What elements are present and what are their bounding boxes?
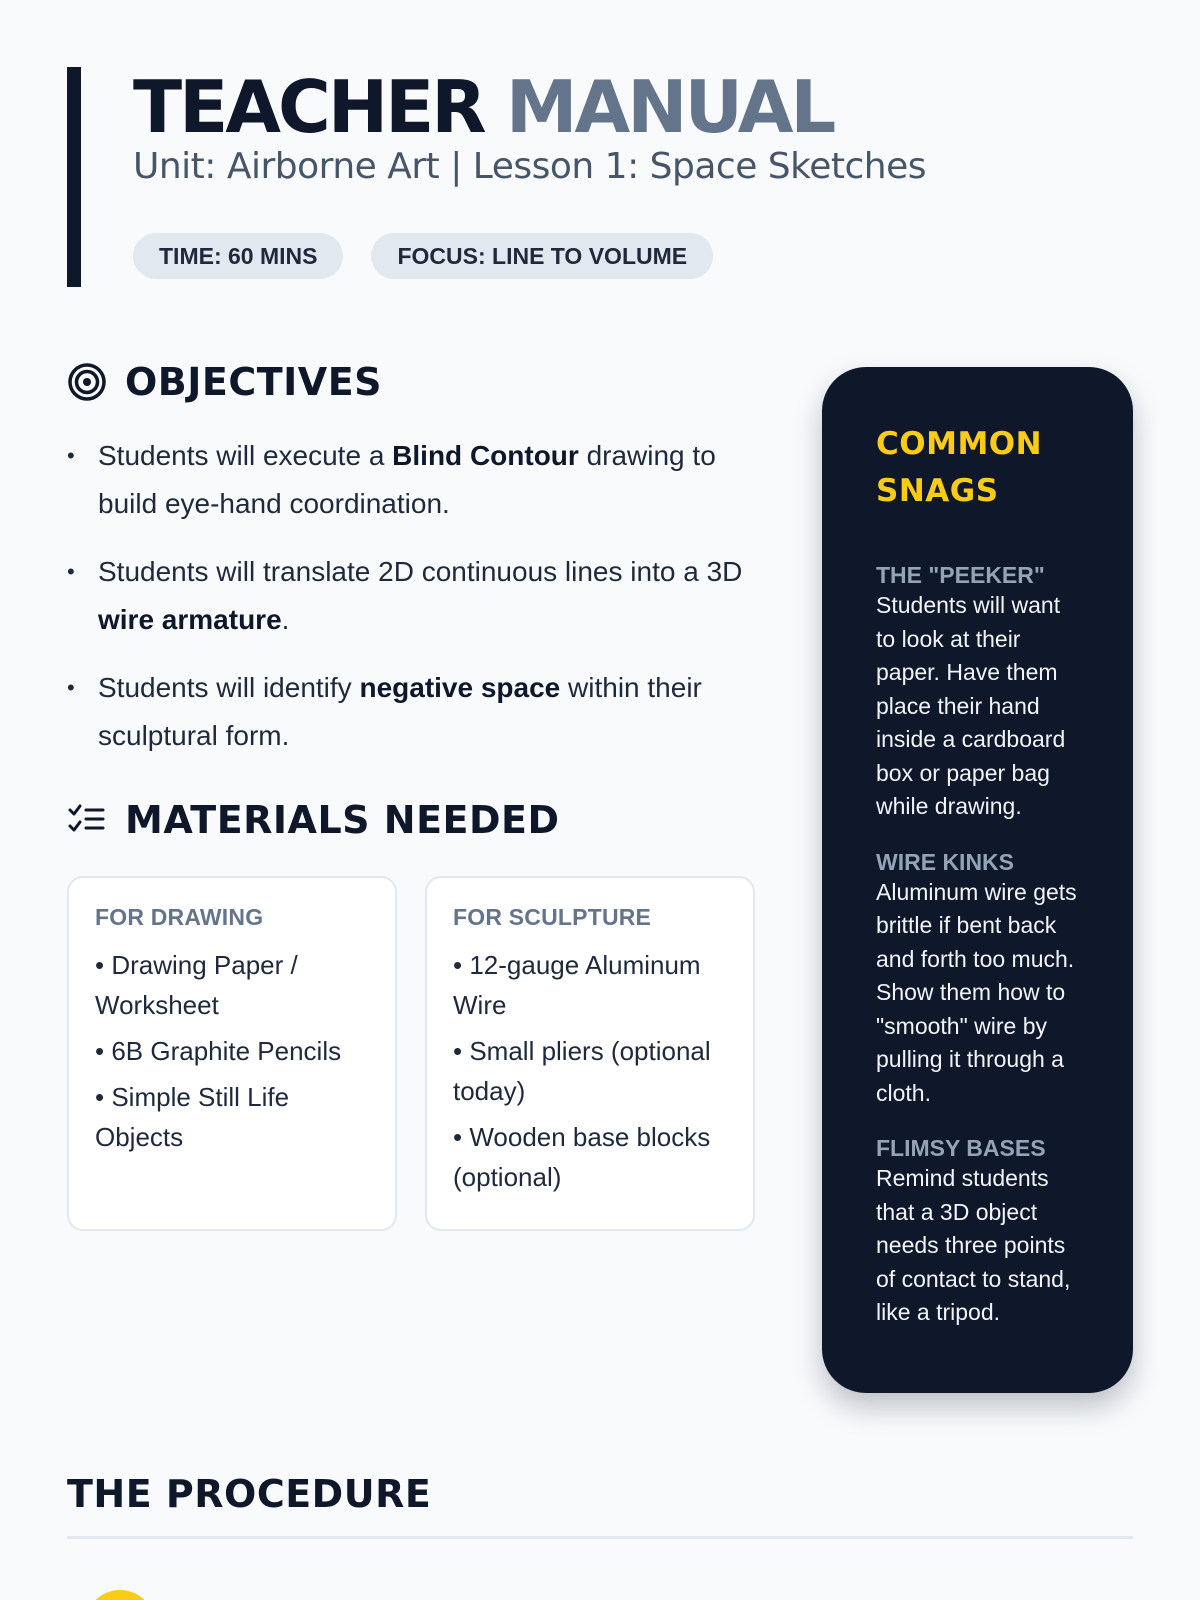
section-divider: [67, 1536, 1133, 1539]
snag-item: [876, 1134, 1081, 1330]
procedure-section: [67, 1472, 1133, 1539]
snag-text: Students will want to look at their paper. Have them place their hand inside a cardboard box or paper bag while drawing.: [876, 592, 1066, 819]
step-number-badge: [85, 1590, 155, 1600]
snag-item: [876, 561, 1081, 824]
checklist-icon: [67, 800, 107, 840]
time-pill: TIME: 60 MINS: [133, 233, 343, 279]
page-title: [133, 67, 967, 147]
materials-heading-row: [67, 798, 757, 842]
materials-cards: [67, 876, 757, 1231]
materials-section: [67, 798, 757, 1231]
objective-item: • Students will execute a Blind Contour drawing to build eye-hand coordination.: [67, 432, 757, 528]
snag-title: WIRE KINKS: [876, 848, 1014, 875]
material-item: • 12-gauge Aluminum Wire: [453, 950, 701, 1020]
materials-heading: MATERIALS NEEDED: [125, 798, 560, 842]
objectives-heading-row: [67, 360, 757, 404]
target-icon: [67, 362, 107, 402]
title-word-teacher: TEACHER: [133, 65, 484, 149]
objective-item: • Students will identify negative space within their sculptural form.: [67, 664, 757, 760]
objective-item: • Students will translate 2D continuous lines into a 3D wire armature.: [67, 548, 757, 644]
sculpture-card-title: FOR SCULPTURE: [453, 904, 652, 930]
snag-text: Remind students that a 3D object needs three points of contact to stand, like a tripod.: [876, 1165, 1071, 1325]
title-word-manual: MANUAL: [505, 65, 834, 149]
material-item: • 6B Graphite Pencils: [95, 1036, 342, 1066]
drawing-materials-card: [67, 876, 397, 1231]
snag-item: [876, 848, 1081, 1111]
snag-text: Aluminum wire gets brittle if bent back and forth too much. Show them how to "smooth" wire by pulling it through a cloth.: [876, 878, 1077, 1106]
material-item: • Drawing Paper / Worksheet: [95, 950, 298, 1020]
focus-pill: FOCUS: LINE TO VOLUME: [371, 233, 713, 279]
common-snags-callout: [822, 367, 1133, 1393]
objectives-heading: OBJECTIVES: [125, 360, 383, 404]
material-item: • Wooden base blocks (optional): [453, 1122, 711, 1192]
objectives-list: [67, 432, 757, 760]
material-item: • Small pliers (optional today): [453, 1036, 711, 1106]
sculpture-materials-card: [425, 876, 755, 1231]
lesson-subtitle: Unit: Airborne Art | Lesson 1: Space Sketches: [133, 146, 926, 187]
snag-title: FLIMSY BASES: [876, 1135, 1046, 1161]
drawing-card-title: FOR DRAWING: [95, 904, 264, 930]
snags-heading: COMMON SNAGS: [876, 426, 1043, 509]
snag-title: THE "PEEKER": [876, 562, 1045, 588]
procedure-heading: THE PROCEDURE: [67, 1472, 432, 1516]
material-item: • Simple Still Life Objects: [95, 1082, 290, 1152]
left-column: [67, 360, 757, 1231]
lesson-pills: [133, 233, 967, 279]
page-header: [67, 67, 967, 287]
